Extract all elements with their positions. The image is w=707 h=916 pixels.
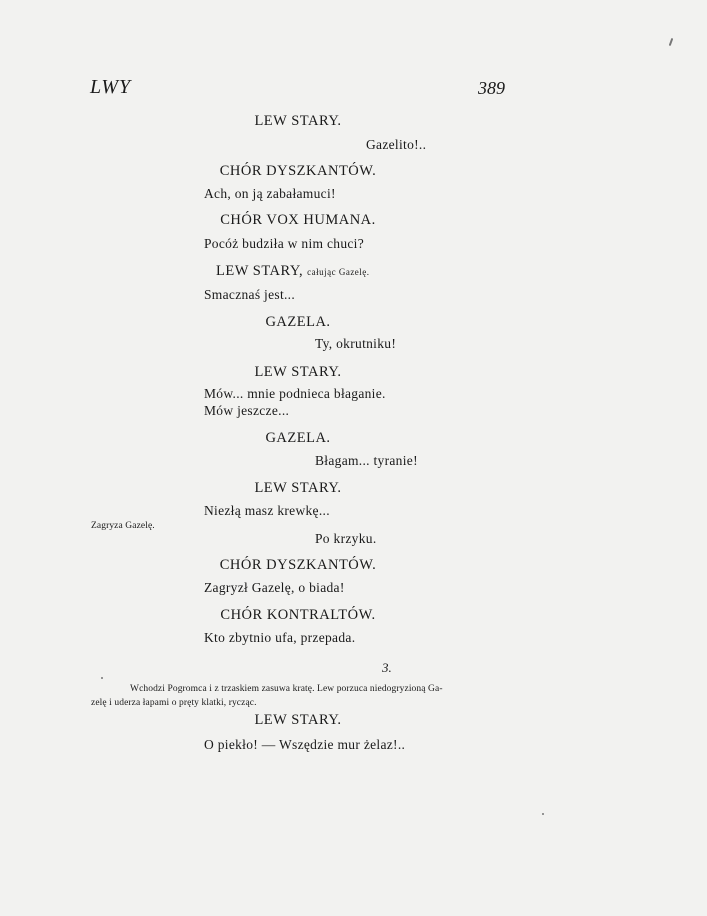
verse-line: Smacznaś jest... — [204, 287, 296, 302]
verse-line: Zagryzł Gazelę, o biada! — [204, 580, 345, 595]
verse-line: Błagam... tyranie! — [315, 453, 418, 468]
speaker-name: CHÓR KONTRALTÓW. — [220, 607, 376, 623]
speaker-name: CHÓR DYSZKANTÓW. — [219, 557, 377, 573]
paper-speck — [542, 813, 544, 815]
speaker-name: LEW STARY. — [254, 480, 342, 496]
page-number: 389 — [478, 78, 505, 98]
verse-line: Mów jeszcze... — [204, 403, 290, 418]
paper-speck — [669, 38, 674, 46]
speaker-name: LEW STARY. — [254, 364, 342, 380]
verse-line: Ty, okrutniku! — [315, 336, 397, 351]
verse-line: Kto zbytnio ufa, przepada. — [204, 630, 356, 645]
verse-line: O piekło! — Wszędzie mur żelaz!.. — [204, 737, 406, 752]
verse-line: Pocóż budziła w nim chuci? — [204, 236, 365, 251]
speaker-name: LEW STARY, — [216, 263, 304, 279]
speaker-name: LEW STARY. — [254, 113, 342, 129]
verse-line: Niezłą masz krewkę... — [204, 503, 330, 518]
stage-direction-inline: całując Gazelę. — [307, 267, 370, 277]
stage-direction-line: Wchodzi Pogromca i z trzaskiem zasuwa kratę. Lew porzuca niedogryzioną Ga- — [130, 684, 443, 694]
verse-line: Gazelito!.. — [366, 137, 427, 152]
verse-line: Ach, on ją zabałamuci! — [204, 186, 336, 201]
running-head: LWY — [90, 76, 132, 98]
stage-direction-line: zelę i uderza łapami o pręty klatki, rycząc. — [91, 698, 257, 708]
margin-stage-direction: Zagryza Gazelę. — [91, 521, 155, 531]
verse-line: Po krzyku. — [315, 531, 377, 546]
speaker-name: GAZELA. — [265, 314, 331, 330]
speaker-name: CHÓR DYSZKANTÓW. — [219, 163, 377, 179]
verse-line: Mów... mnie podnieca błaganie. — [204, 386, 386, 401]
speaker-name: GAZELA. — [265, 430, 331, 446]
paper-speck — [101, 677, 103, 679]
section-number: 3. — [382, 660, 392, 675]
speaker-name: CHÓR VOX HUMANA. — [220, 212, 376, 228]
speaker-name: LEW STARY. — [254, 712, 342, 728]
speaker-name-with-direction — [216, 263, 370, 280]
